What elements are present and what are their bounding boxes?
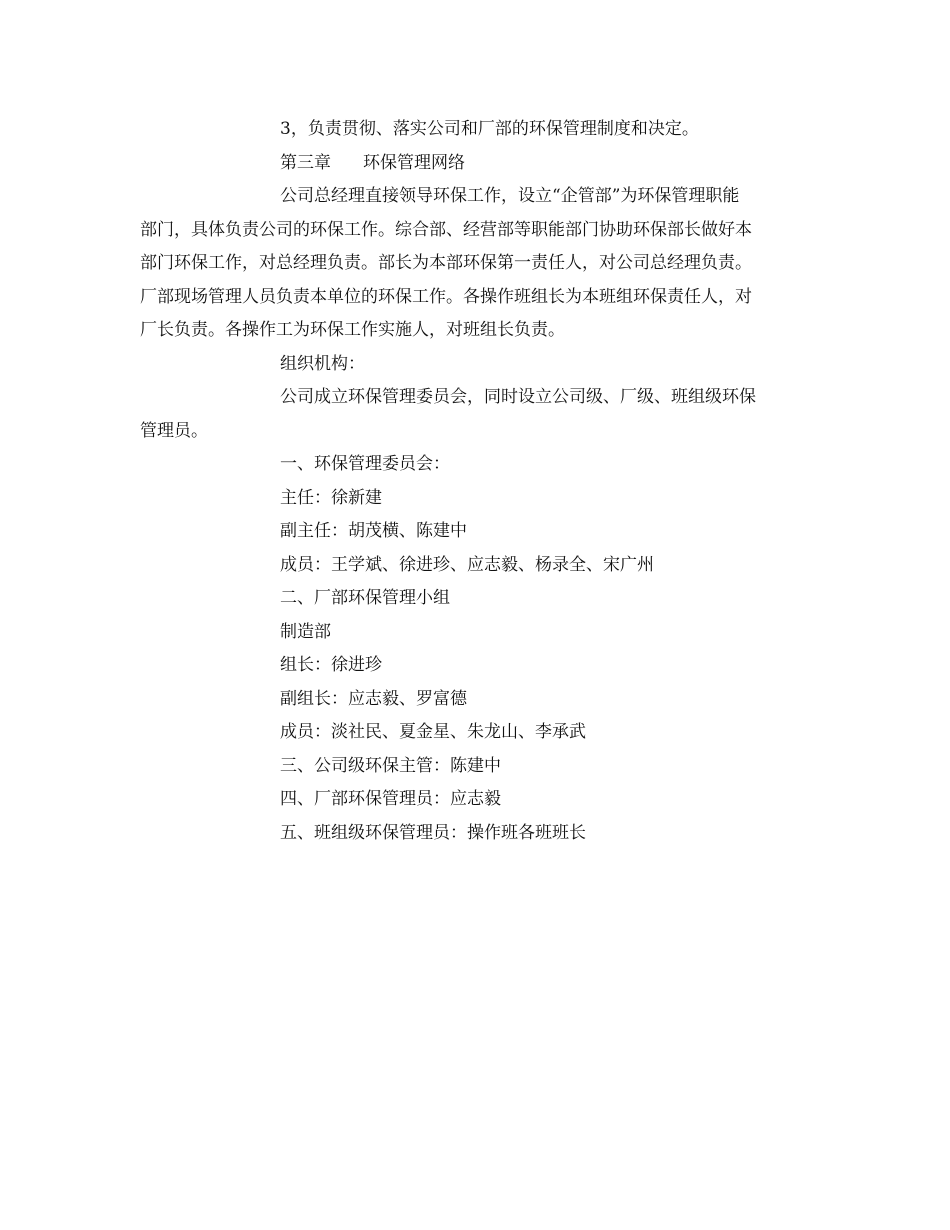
org-paragraph [140, 381, 810, 448]
committee-director: 主任：徐新建 [280, 487, 382, 508]
factory-group-heading: 二、厂部环保管理小组 [280, 588, 450, 608]
chapter-title: 环保管理网络 [363, 152, 465, 173]
committee-vice-director: 副主任：胡茂横、陈建中 [280, 521, 467, 541]
paragraph-row: 厂部现场管理人员负责本单位的环保工作。各操作班组长为本班组环保责任人，对 [140, 286, 752, 307]
chapter-heading [140, 147, 810, 181]
team-admin: 五、班组级环保管理员：操作班各班班长 [280, 822, 586, 843]
factory-admin: 四、厂部环保管理员：应志毅 [280, 789, 501, 809]
management-paragraph [140, 180, 810, 348]
factory-group-section [140, 582, 810, 750]
factory-group-leader: 组长：徐进珍 [280, 655, 382, 675]
paragraph-lead: 公司总经理直接领导环保工作，设立“企管部”为环保管理职能 [280, 186, 740, 206]
chapter-number: 第三章 [280, 152, 331, 173]
paragraph-lead: 公司成立环保管理委员会，同时设立公司级、厂级、班组级环保 [280, 387, 756, 407]
committee-heading: 一、环保管理委员会： [280, 454, 450, 474]
factory-group-department: 制造部 [280, 621, 331, 642]
responsibility-item-3: 3，负责贯彻、落实公司和厂部的环保管理制度和决定。 [280, 119, 699, 139]
paragraph-row: 厂长负责。各操作工为环保工作实施人，对班组长负责。 [140, 320, 565, 340]
committee-members: 成员：王学斌、徐进珍、应志毅、杨录全、宋广州 [280, 554, 654, 575]
paragraph-row: 部门，具体负责公司的环保工作。综合部、经营部等职能部门协助环保部长做好本 [140, 219, 752, 240]
paragraph-row: 部门环保工作，对总经理负责。部长为本部环保第一责任人，对公司总经理负责。 [140, 253, 752, 273]
org-structure-heading: 组织机构： [280, 353, 365, 374]
company-supervisor: 三、公司级环保主管：陈建中 [280, 755, 501, 776]
paragraph-row: 管理员。 [140, 420, 208, 441]
document-body [140, 113, 810, 850]
factory-group-members: 成员：淡社民、夏金星、朱龙山、李承武 [280, 722, 586, 742]
committee-section [140, 448, 810, 582]
factory-group-vice-leader: 副组长：应志毅、罗富德 [280, 688, 467, 709]
